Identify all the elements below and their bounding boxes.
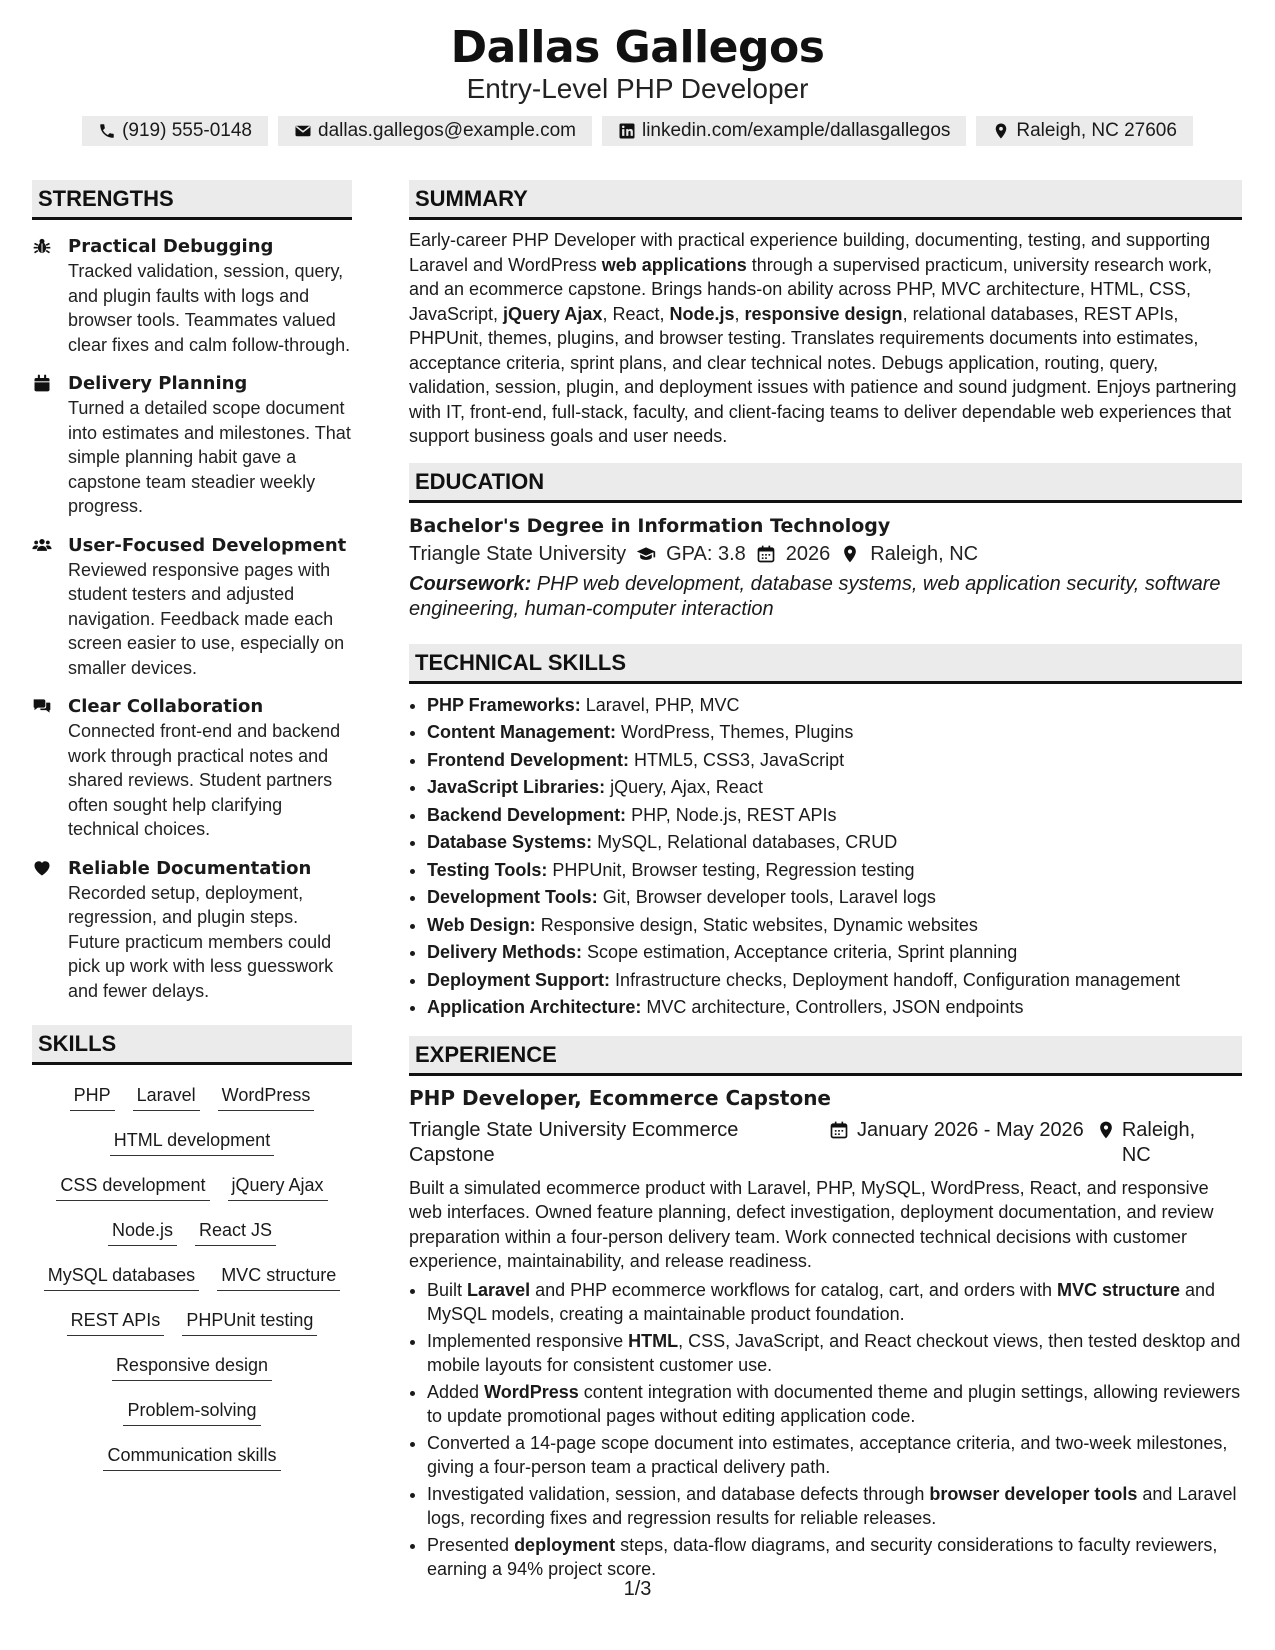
- technical-skill-label: Database Systems:: [427, 832, 593, 852]
- technical-skill-value: HTML5, CSS3, JavaScript: [629, 749, 845, 770]
- technical-skill-value: Git, Browser developer tools, Laravel logs: [597, 887, 936, 907]
- calendar-icon: [32, 371, 54, 519]
- coursework-text: PHP web development, database systems, web application security, software engineering, human-computer interaction: [409, 572, 1221, 620]
- map-pin-icon: [840, 544, 860, 564]
- text-segment: content integration with documented theme and plugin settings, allowing reviewers to update promotional pages without editing application code.: [427, 1381, 1241, 1426]
- education-degree: Bachelor's Degree in Information Technology: [409, 514, 891, 537]
- technical-skill-value: MVC architecture, Controllers, JSON endpoints: [641, 997, 1024, 1017]
- bold-text: browser developer tools: [929, 1483, 1138, 1504]
- text-segment: , CSS, JavaScript, and React checkout views, then tested desktop and mobile layouts for consistent customer use.: [427, 1330, 1241, 1375]
- skill-tag: REST APIs: [67, 1308, 165, 1336]
- experience-dates-text: January 2026 - May 2026: [857, 1118, 1084, 1141]
- strength-item: [32, 234, 352, 357]
- skill-row: [42, 1218, 342, 1246]
- strength-description: Tracked validation, session, query, and plugin faults with logs and browser tools. Teammates valued clear fixes and calm follow-through.: [68, 261, 351, 355]
- technical-skill-value: PHP, Node.js, REST APIs: [626, 804, 837, 825]
- strengths-list: [32, 234, 352, 1003]
- contact-bar: [0, 116, 1275, 146]
- technical-skill-item: [427, 802, 1242, 830]
- technical-skill-value: jQuery, Ajax, React: [605, 777, 763, 797]
- text-segment: through a supervised practicum, university research work, and an ecommerce capstone. Brings hands-on ability across PHP, MVC architecture, HTML, CSS, JavaScript,: [409, 254, 1212, 324]
- skill-tag: HTML development: [110, 1128, 274, 1156]
- phone-icon: [98, 122, 116, 140]
- text-segment: and PHP ecommerce workflows for catalog, cart, and orders with: [530, 1279, 1057, 1300]
- strength-title: Practical Debugging: [68, 236, 274, 257]
- map-pin-icon: [992, 122, 1010, 140]
- strength-description: Turned a detailed scope document into estimates and milestones. That simple planning habit gave a capstone team steadier weekly progress.: [68, 398, 351, 516]
- text-segment: Early-career PHP Developer with practical experience building, documenting, testing, and supporting Laravel and WordPress: [409, 230, 1211, 275]
- experience-job-title: PHP Developer, Ecommerce Capstone: [409, 1085, 831, 1110]
- strength-body: [68, 234, 352, 357]
- linkedin-icon: [618, 122, 636, 140]
- text-segment: Presented: [427, 1534, 515, 1555]
- skill-tag: Laravel: [133, 1083, 200, 1111]
- strength-body: [68, 856, 352, 1004]
- education-location: Raleigh, NC: [870, 542, 979, 565]
- text-segment: steps, data-flow diagrams, and security considerations to faculty reviewers, earning a 94% project score.: [427, 1534, 1218, 1579]
- strength-body: [68, 694, 352, 842]
- technical-skill-label: PHP Frameworks:: [427, 694, 581, 715]
- skill-tag: PHP: [70, 1083, 115, 1111]
- email-text: dallas.gallegos@example.com: [318, 120, 576, 141]
- experience-description: Built a simulated ecommerce product with Laravel, PHP, MySQL, WordPress, React, and responsive web interfaces. Owned feature planning, defect investigation, deployment documentation, and review preparation within a four-person delivery team. Work connected technical decisions with customer experience, maintainability, and release readiness.: [409, 1177, 1214, 1271]
- technical-skill-label: Frontend Development:: [427, 749, 630, 770]
- skill-tag: Communication skills: [103, 1443, 280, 1471]
- experience-location-text: Raleigh, NC: [1121, 1118, 1196, 1166]
- text-segment: Built: [427, 1279, 468, 1300]
- bold-text: Node.js: [669, 303, 735, 324]
- experience-bullet: [427, 1482, 1242, 1531]
- skill-row: [42, 1128, 342, 1156]
- experience-meta: [409, 1118, 1242, 1168]
- phone-text: (919) 555-0148: [122, 120, 252, 141]
- technical-skill-item: [427, 747, 1242, 775]
- technical-skill-value: Scope estimation, Acceptance criteria, Sprint planning: [582, 942, 1018, 962]
- location-text: Raleigh, NC 27606: [1016, 120, 1177, 141]
- skill-row: [42, 1443, 342, 1471]
- contact-linkedin[interactable]: [602, 116, 966, 146]
- strength-body: [68, 533, 352, 681]
- skill-row: [42, 1083, 342, 1111]
- bold-text: Laravel: [467, 1279, 531, 1300]
- envelope-icon: [294, 122, 312, 140]
- contact-phone: [82, 116, 268, 146]
- strength-body: [68, 371, 352, 519]
- technical-skill-label: Web Design:: [427, 914, 536, 935]
- experience-bullet: [427, 1431, 1242, 1480]
- skills-list: [32, 1065, 352, 1471]
- text-segment: , relational databases, REST APIs, PHPUnit, themes, plugins, and browser testing. Translates requirements documents into estimates, acceptance criteria, sprint plans, and clear technical notes. Debugs application, routing, query, validation, session, plugin, and deployment issues with patience and sound judgment. Enjoys partnering with IT, front-end, full-stack, faculty, and client-facing teams to deliver dependable web experiences that support business goals and user needs.: [409, 303, 1237, 446]
- resume-header: [0, 0, 1275, 146]
- text-segment: Added: [427, 1381, 485, 1402]
- technical-skill-label: Development Tools:: [427, 887, 598, 907]
- strength-description: Recorded setup, deployment, regression, and plugin steps. Future practicum members could pick up work with less guesswork and fewer delays.: [68, 882, 334, 1001]
- experience-bullets: [409, 1278, 1242, 1582]
- text-segment: ,: [734, 303, 745, 324]
- technical-skill-item: [427, 939, 1242, 967]
- technical-skills-list: [409, 692, 1242, 1022]
- technical-skill-item: [427, 967, 1242, 995]
- bold-text: web applications: [601, 254, 747, 275]
- technical-skills-heading: TECHNICAL SKILLS: [409, 644, 1242, 684]
- technical-skill-label: Backend Development:: [427, 804, 627, 825]
- contact-location: [976, 116, 1193, 146]
- strength-title: Clear Collaboration: [68, 696, 264, 717]
- strength-item: [32, 371, 352, 519]
- text-segment: Implemented responsive: [427, 1330, 629, 1351]
- technical-skill-item: [427, 719, 1242, 747]
- experience-bullet: [427, 1278, 1242, 1327]
- text-segment: Investigated validation, session, and database defects through: [427, 1483, 930, 1504]
- text-segment: and Laravel logs, recording fixes and regression results for reliable releases.: [427, 1483, 1237, 1528]
- technical-skill-value: PHPUnit, Browser testing, Regression testing: [547, 859, 915, 880]
- left-column: [32, 180, 352, 1471]
- bold-text: WordPress: [484, 1381, 579, 1402]
- bold-text: jQuery Ajax: [503, 303, 603, 324]
- linkedin-text: linkedin.com/example/dallasgallegos: [641, 120, 951, 141]
- calendar-icon: [829, 1120, 849, 1140]
- summary-heading: SUMMARY: [409, 180, 1242, 220]
- map-pin-icon: [1096, 1120, 1116, 1140]
- experience-bullet: [427, 1533, 1242, 1582]
- strength-title: Delivery Planning: [68, 373, 248, 394]
- technical-skill-label: Delivery Methods:: [427, 942, 583, 962]
- skill-tag: Node.js: [108, 1218, 177, 1246]
- skill-tag: jQuery Ajax: [228, 1173, 328, 1201]
- technical-skill-value: WordPress, Themes, Plugins: [616, 722, 854, 742]
- bold-text: HTML: [628, 1330, 679, 1351]
- skill-tag: CSS development: [56, 1173, 209, 1201]
- technical-skill-label: Content Management:: [427, 722, 616, 742]
- strengths-heading: STRENGTHS: [32, 180, 352, 220]
- technical-skill-label: Testing Tools:: [427, 859, 548, 880]
- education-coursework: [409, 572, 1242, 622]
- bug-icon: [32, 234, 54, 357]
- experience-org: Triangle State University Ecommerce Capstone: [409, 1118, 739, 1166]
- summary-text: [409, 228, 1242, 449]
- technical-skill-value: Responsive design, Static websites, Dynamic websites: [535, 914, 978, 935]
- education-year: 2026: [785, 542, 831, 565]
- skill-tag: MySQL databases: [44, 1263, 199, 1291]
- education-gpa: GPA: 3.8: [666, 542, 746, 565]
- experience-location: [1096, 1118, 1206, 1168]
- technical-skill-item: [427, 829, 1242, 857]
- technical-skill-item: [427, 994, 1242, 1022]
- contact-email[interactable]: [278, 116, 592, 146]
- skill-tag: Problem-solving: [123, 1398, 260, 1426]
- education-heading: EDUCATION: [409, 463, 1242, 503]
- technical-skill-item: [427, 692, 1242, 720]
- skill-tag: Responsive design: [112, 1353, 272, 1381]
- skill-tag: PHPUnit testing: [182, 1308, 317, 1336]
- strength-description: Connected front-end and backend work through practical notes and shared reviews. Student partners often sought help clarifying technical choices.: [68, 721, 341, 839]
- technical-skill-label: Deployment Support:: [427, 969, 610, 990]
- technical-skill-item: [427, 912, 1242, 940]
- strength-title: Reliable Documentation: [68, 857, 312, 879]
- bold-text: responsive design: [744, 303, 903, 324]
- strength-item: [32, 694, 352, 842]
- skill-tag: React JS: [195, 1218, 276, 1246]
- technical-skill-item: [427, 857, 1242, 885]
- strength-description: Reviewed responsive pages with student testers and adjusted navigation. Feedback made each screen easier to use, especially on smaller devices.: [68, 559, 345, 678]
- technical-skill-value: MySQL, Relational databases, CRUD: [592, 832, 898, 852]
- page-number: 1/3: [623, 1578, 652, 1600]
- education-details: [409, 543, 1242, 566]
- strength-title: User-Focused Development: [68, 534, 347, 556]
- strength-item: [32, 856, 352, 1004]
- strength-item: [32, 533, 352, 681]
- text-segment: , React,: [602, 303, 670, 324]
- candidate-name: Dallas Gallegos: [450, 22, 825, 73]
- comments-icon: [32, 694, 54, 842]
- bold-text: deployment: [514, 1534, 616, 1555]
- technical-skill-item: [427, 774, 1242, 802]
- experience-heading: EXPERIENCE: [409, 1036, 1242, 1076]
- technical-skill-label: Application Architecture:: [427, 997, 642, 1017]
- skill-tag: MVC structure: [217, 1263, 340, 1291]
- calendar-icon: [756, 544, 776, 564]
- experience-bullet: [427, 1380, 1242, 1429]
- skill-tag: WordPress: [218, 1083, 315, 1111]
- skill-row: [42, 1353, 342, 1381]
- bold-text: MVC structure: [1056, 1279, 1180, 1300]
- text-segment: Converted a 14-page scope document into estimates, acceptance criteria, and two-week milestones, giving a four-person team a practical delivery path.: [427, 1432, 1228, 1477]
- skill-row: [42, 1308, 342, 1336]
- technical-skill-value: Laravel, PHP, MVC: [580, 694, 740, 715]
- technical-skill-value: Infrastructure checks, Deployment handoff, Configuration management: [610, 969, 1180, 990]
- users-icon: [32, 533, 54, 681]
- candidate-title: Entry-Level PHP Developer: [466, 73, 809, 104]
- skill-row: [42, 1263, 342, 1291]
- right-column: [409, 180, 1242, 1584]
- experience-dates: [829, 1118, 1084, 1143]
- text-segment: and MySQL models, creating a maintainable product foundation.: [427, 1279, 1216, 1324]
- skill-row: [42, 1173, 342, 1201]
- education-school: Triangle State University: [409, 542, 627, 565]
- technical-skill-item: [427, 884, 1242, 912]
- skills-heading: SKILLS: [32, 1025, 352, 1065]
- coursework-label: Coursework:: [409, 572, 532, 595]
- skill-row: [42, 1398, 342, 1426]
- graduation-cap-icon: [636, 544, 656, 564]
- experience-bullet: [427, 1329, 1242, 1378]
- technical-skill-label: JavaScript Libraries:: [427, 777, 606, 797]
- heart-icon: [32, 856, 54, 1004]
